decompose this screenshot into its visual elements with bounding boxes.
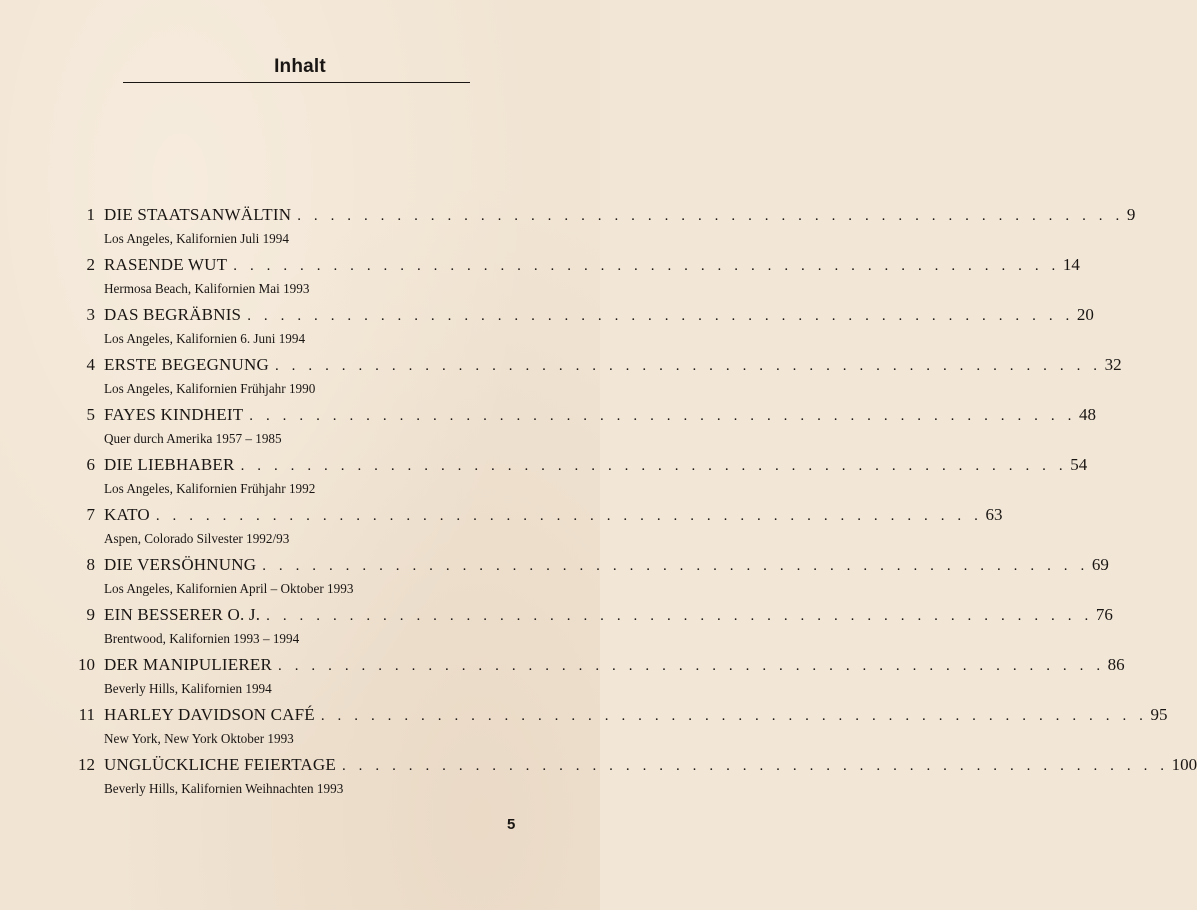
chapter-page-number: 54 bbox=[1070, 455, 1088, 474]
chapter-number: 4 bbox=[86, 355, 95, 374]
chapter-subtitle: Beverly Hills, Kalifornien 1994 bbox=[104, 681, 272, 696]
chapter-title: DIE LIEBHABER bbox=[104, 455, 235, 474]
dot-leader: . . . . . . . . . . . . . . . . . . . . . . . . . . . . . . . . . . . . . . . . . . . . . . . . . . bbox=[249, 408, 1076, 424]
toc-entry bbox=[0, 555, 1109, 603]
chapter-number: 5 bbox=[86, 405, 95, 424]
chapter-title: KATO bbox=[104, 505, 150, 524]
dot-leader: . . . . . . . . . . . . . . . . . . . . . . . . . . . . . . . . . . . . . . . . . . . . . . . . . . bbox=[320, 708, 1148, 724]
toc-entry bbox=[0, 305, 1094, 353]
chapter-subtitle: Los Angeles, Kalifornien Juli 1994 bbox=[104, 231, 289, 246]
chapter-subtitle: Quer durch Amerika 1957 – 1985 bbox=[104, 431, 282, 446]
chapter-title: DIE VERSÖHNUNG bbox=[104, 555, 257, 574]
chapter-page-number: 100 bbox=[1171, 755, 1197, 774]
toc-entry bbox=[0, 755, 1197, 803]
dot-leader: . . . . . . . . . . . . . . . . . . . . . . . . . . . . . . . . . . . . . . . . . . . . . . . . . . bbox=[297, 208, 1124, 224]
chapter-page-number: 20 bbox=[1076, 305, 1094, 324]
chapter-page-number: 63 bbox=[985, 505, 1003, 524]
chapter-page-number: 32 bbox=[1104, 355, 1122, 374]
chapter-number: 9 bbox=[86, 605, 95, 624]
chapter-number: 7 bbox=[86, 505, 95, 524]
chapter-subtitle: Los Angeles, Kalifornien 6. Juni 1994 bbox=[104, 331, 306, 346]
chapter-number: 1 bbox=[86, 205, 95, 224]
chapter-subtitle: New York, New York Oktober 1993 bbox=[104, 731, 294, 746]
chapter-number: 3 bbox=[86, 305, 95, 324]
chapter-number: 8 bbox=[86, 555, 95, 574]
toc-entry bbox=[0, 405, 1096, 453]
chapter-page-number: 48 bbox=[1078, 405, 1096, 424]
toc-entry bbox=[0, 455, 1088, 503]
chapter-title: UNGLÜCKLICHE FEIERTAGE bbox=[104, 755, 336, 774]
page-title: Inhalt bbox=[274, 56, 326, 77]
dot-leader: . . . . . . . . . . . . . . . . . . . . . . . . . . . . . . . . . . . . . . . . . . . . . . . . . . bbox=[155, 508, 983, 524]
chapter-number: 6 bbox=[86, 455, 95, 474]
chapter-number: 2 bbox=[86, 255, 95, 274]
chapter-subtitle: Los Angeles, Kalifornien Frühjahr 1990 bbox=[104, 381, 316, 396]
chapter-page-number: 9 bbox=[1126, 205, 1136, 224]
chapter-title: RASENDE WUT bbox=[104, 255, 228, 274]
dot-leader: . . . . . . . . . . . . . . . . . . . . . . . . . . . . . . . . . . . . . . . . . . . . . . . . . . bbox=[262, 558, 1089, 574]
chapter-page-number: 86 bbox=[1107, 655, 1125, 674]
chapter-number: 10 bbox=[78, 655, 95, 674]
dot-leader: . . . . . . . . . . . . . . . . . . . . . . . . . . . . . . . . . . . . . . . . . . . . . . . . . . bbox=[233, 258, 1060, 274]
chapter-page-number: 95 bbox=[1150, 705, 1168, 724]
dot-leader: . . . . . . . . . . . . . . . . . . . . . . . . . . . . . . . . . . . . . . . . . . . . . . . . . . bbox=[240, 458, 1068, 474]
chapter-number: 11 bbox=[78, 705, 95, 724]
chapter-title: DIE STAATSANWÄLTIN bbox=[104, 205, 292, 224]
chapter-subtitle: Brentwood, Kalifornien 1993 – 1994 bbox=[104, 631, 300, 646]
chapter-title: DAS BEGRÄBNIS bbox=[104, 305, 242, 324]
chapter-subtitle: Hermosa Beach, Kalifornien Mai 1993 bbox=[104, 281, 310, 296]
chapter-subtitle: Beverly Hills, Kalifornien Weihnachten 1993 bbox=[104, 781, 344, 796]
chapter-title: FAYES KINDHEIT bbox=[104, 405, 244, 424]
toc-entry bbox=[0, 655, 1125, 703]
chapter-title: HARLEY DAVIDSON CAFÉ bbox=[104, 705, 315, 724]
chapter-number: 12 bbox=[78, 755, 95, 774]
page-number: 5 bbox=[507, 816, 516, 833]
chapter-title: ERSTE BEGEGNUNG bbox=[104, 355, 269, 374]
chapter-page-number: 69 bbox=[1091, 555, 1109, 574]
toc-entry bbox=[0, 255, 1080, 303]
toc-entry bbox=[0, 205, 1136, 253]
toc-entry bbox=[0, 355, 1122, 403]
chapter-title: DER MANIPULIERER bbox=[104, 655, 273, 674]
chapter-page-number: 76 bbox=[1095, 605, 1113, 624]
dot-leader: . . . . . . . . . . . . . . . . . . . . . . . . . . . . . . . . . . . . . . . . . . . . . . . . . . bbox=[278, 658, 1105, 674]
dot-leader: . . . . . . . . . . . . . . . . . . . . . . . . . . . . . . . . . . . . . . . . . . . . . . . . . . bbox=[341, 758, 1169, 774]
toc-entry bbox=[0, 605, 1113, 653]
dot-leader: . . . . . . . . . . . . . . . . . . . . . . . . . . . . . . . . . . . . . . . . . . . . . . . . . . bbox=[247, 308, 1074, 324]
chapter-subtitle: Los Angeles, Kalifornien April – Oktober 1993 bbox=[104, 581, 354, 596]
toc-entry bbox=[0, 505, 1003, 553]
dot-leader: . . . . . . . . . . . . . . . . . . . . . . . . . . . . . . . . . . . . . . . . . . . . . . . . . . bbox=[274, 358, 1102, 374]
chapter-subtitle: Aspen, Colorado Silvester 1992/93 bbox=[104, 531, 290, 546]
chapter-page-number: 14 bbox=[1062, 255, 1080, 274]
dot-leader: . . . . . . . . . . . . . . . . . . . . . . . . . . . . . . . . . . . . . . . . . . . . . . . . . . bbox=[266, 608, 1093, 624]
chapter-title: EIN BESSERER O. J. bbox=[104, 605, 261, 624]
title-underline bbox=[123, 82, 470, 83]
chapter-subtitle: Los Angeles, Kalifornien Frühjahr 1992 bbox=[104, 481, 316, 496]
toc-entry bbox=[0, 705, 1168, 753]
